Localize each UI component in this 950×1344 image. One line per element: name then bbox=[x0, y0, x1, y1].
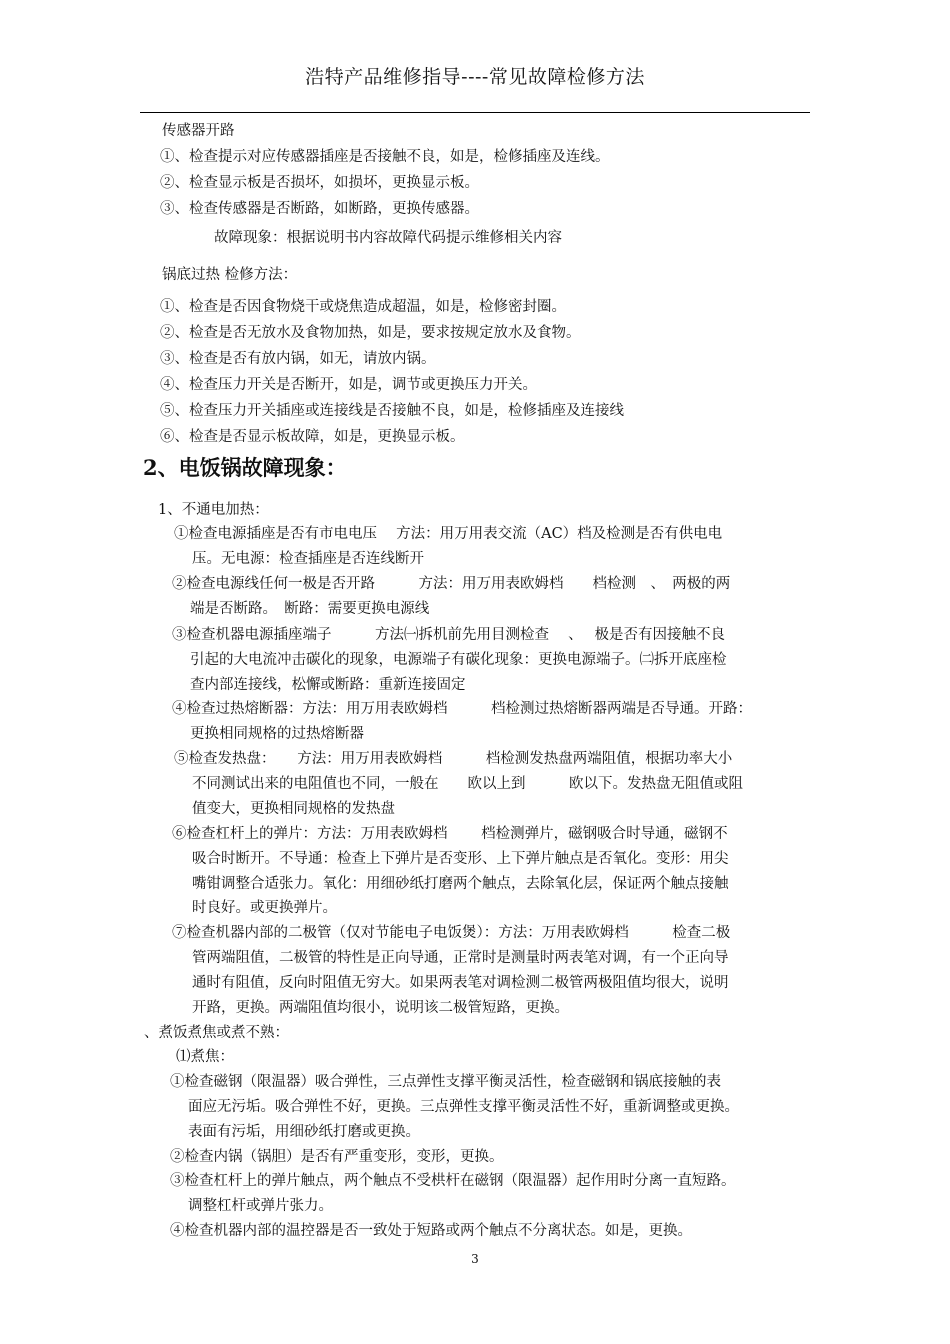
overheat-section-title: 锅底过热 检修方法： bbox=[162, 267, 298, 283]
burnt-line: ④检查机器内部的温控器是否一致处于短路或两个触点不分离状态。如是，更换。 bbox=[170, 1223, 692, 1239]
no-power-line: ④检查过热熔断器：方法：用万用表欧姆档 档检测过热熔断器两端是否导通。开路： bbox=[172, 701, 752, 717]
overheat-item-1: ①、检查是否因食物烧干或烧焦造成超温，如是，检修密封圈。 bbox=[160, 299, 566, 315]
no-power-line: 不同测试出来的电阻值也不同，一般在 欧以上到 欧以下。发热盘无阻值或阻 bbox=[192, 776, 743, 792]
sensor-section-title: 传感器开路 bbox=[162, 123, 235, 139]
burnt-line: 面应无污垢。吸合弹性不好，更换。三点弹性支撑平衡灵活性不好，重新调整或更换。 bbox=[188, 1099, 739, 1115]
no-power-line: ⑤检查发热盘： 方法：用万用表欧姆档 档检测发热盘两端阻值，根据功率大小 bbox=[174, 751, 733, 767]
burnt-line: ③检查杠杆上的弹片触点，两个触点不受栱杆在磁钢（限温器）起作用时分离一直短路。 bbox=[170, 1173, 736, 1189]
burnt-line: ②检查内锅（锅胆）是否有严重变形，变形，更换。 bbox=[170, 1149, 504, 1165]
no-power-line: 更换相同规格的过热熔断器 bbox=[190, 726, 364, 742]
page-header-title: 浩特产品维修指导----常见故障检修方法 bbox=[305, 66, 645, 88]
no-power-line: 端是否断路。 断路：需要更换电源线 bbox=[190, 601, 430, 617]
burnt-line: 调整杠杆或弹片张力。 bbox=[188, 1198, 333, 1214]
no-power-heating-title: 1、不通电加热： bbox=[158, 502, 269, 518]
no-power-line: ①检查电源插座是否有市电电压 方法：用万用表交流（AC）档及检测是否有供电电 bbox=[174, 526, 723, 542]
burnt-line: 表面有污垢，用细砂纸打磨或更换。 bbox=[188, 1124, 420, 1140]
burnt-line: ①检查磁钢（限温器）吸合弹性，三点弹性支撑平衡灵活性，检查磁钢和锅底接触的表 bbox=[170, 1074, 721, 1090]
no-power-line: 开路，更换。两端阻值均很小，说明该二极管短路，更换。 bbox=[192, 1000, 569, 1016]
no-power-line: 管两端阻值，二极管的特性是正向导通，正常时是测量时两表笔对调，有一个正向导 bbox=[192, 950, 729, 966]
no-power-line: 查内部连接线，松懈或断路：重新连接固定 bbox=[190, 677, 466, 693]
no-power-line: 时良好。或更换弹片。 bbox=[192, 900, 337, 916]
overheat-item-3: ③、检查是否有放内锅，如无，请放内锅。 bbox=[160, 351, 436, 367]
no-power-line: ②检查电源线任何一极是否开路 方法：用万用表欧姆档 档检测 、 两极的两 bbox=[172, 576, 731, 592]
page-number: 3 bbox=[471, 1252, 479, 1266]
overheat-item-4: ④、检查压力开关是否断开，如是，调节或更换压力开关。 bbox=[160, 377, 537, 393]
burnt-subtitle: ⑴煮焦： bbox=[176, 1049, 234, 1065]
no-power-line: 嘴钳调整合适张力。氧化：用细砂纸打磨两个触点，去除氧化层，保证两个触点接触 bbox=[192, 876, 729, 892]
burnt-undercooked-title: 、煮饭煮焦或煮不熟： bbox=[144, 1025, 289, 1041]
overheat-item-5: ⑤、检查压力开关插座或连接线是否接触不良，如是，检修插座及连接线 bbox=[160, 403, 624, 419]
no-power-line: 吸合时断开。不导通：检查上下弹片是否变形、上下弹片触点是否氧化。变形：用尖 bbox=[192, 851, 729, 867]
sensor-item-1: ①、检查提示对应传感器插座是否接触不良，如是，检修插座及连线。 bbox=[160, 149, 610, 165]
no-power-line: ③检查机器电源插座端子 方法㈠拆机前先用目测检查 、 极是否有因接触不良 bbox=[172, 627, 725, 643]
no-power-line: 压。无电源：检查插座是否连线断开 bbox=[192, 551, 424, 567]
overheat-item-2: ②、检查是否无放水及食物加热，如是，要求按规定放水及食物。 bbox=[160, 325, 581, 341]
sensor-item-2: ②、检查显示板是否损坏，如损坏，更换显示板。 bbox=[160, 175, 479, 191]
sensor-fault-note: 故障现象：根据说明书内容故障代码提示维修相关内容 bbox=[214, 230, 562, 246]
sensor-item-3: ③、检查传感器是否断路，如断路，更换传感器。 bbox=[160, 201, 479, 217]
no-power-line: 值变大，更换相同规格的发热盘 bbox=[192, 801, 395, 817]
no-power-line: ⑥检查杠杆上的弹片：方法：万用表欧姆档 档检测弹片，磁钢吸合时导通，磁钢不 bbox=[172, 826, 728, 842]
no-power-line: 引起的大电流冲击碳化的现象，电源端子有碳化现象：更换电源端子。㈡拆开底座检 bbox=[190, 652, 727, 668]
rice-cooker-section-heading: 2、电饭锅故障现象： bbox=[143, 455, 347, 480]
overheat-item-6: ⑥、检查是否显示板故障，如是，更换显示板。 bbox=[160, 429, 465, 445]
no-power-line: ⑦检查机器内部的二极管（仅对节能电子电饭煲）：方法：万用表欧姆档 检查二极 bbox=[172, 925, 731, 941]
no-power-line: 通时有阻值，反向时阻值无穷大。如果两表笔对调检测二极管两极阻值均很大，说明 bbox=[192, 975, 729, 991]
header-divider bbox=[140, 112, 810, 113]
